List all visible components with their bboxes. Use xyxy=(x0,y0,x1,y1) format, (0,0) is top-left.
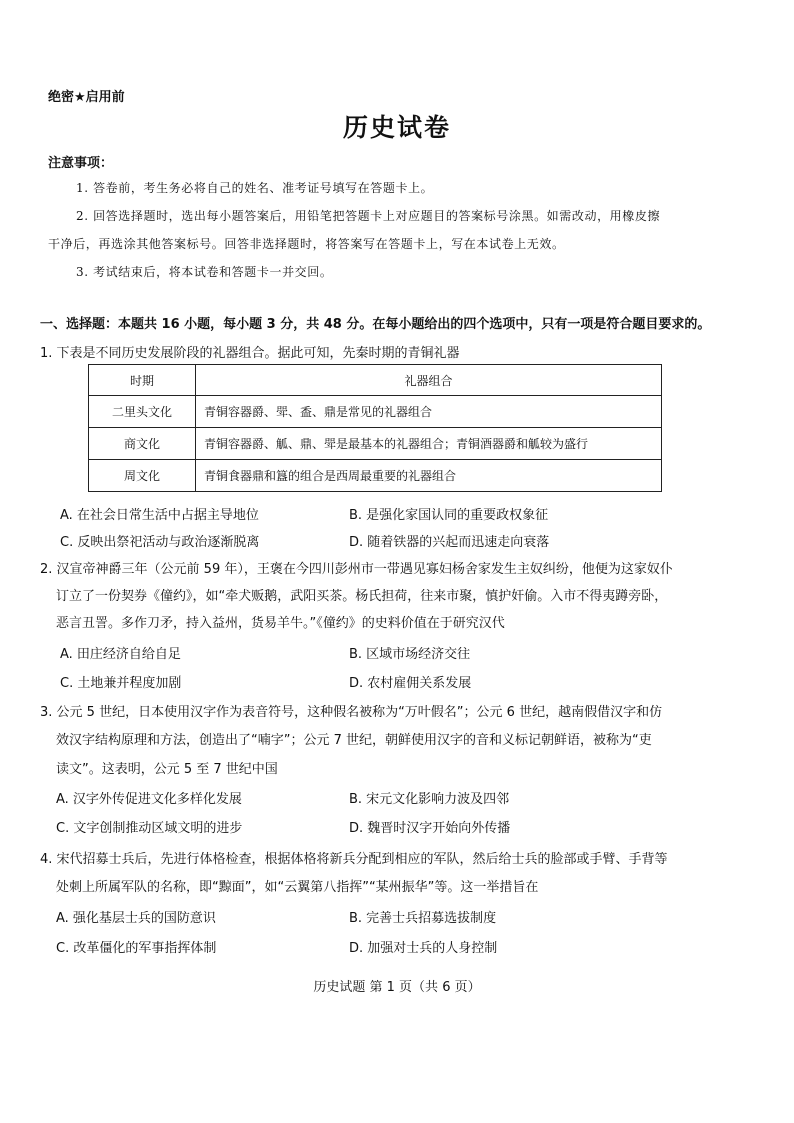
notice-heading: 注意事项： xyxy=(48,156,114,171)
question-4-option-b[interactable]: B. 完善士兵招募选拔制度 xyxy=(349,911,497,926)
notice-item: 2. 回答选择题时，选出每小题答案后，用铅笔把答题卡上对应题目的答案标号涂黑。如需改动，用橡皮擦 xyxy=(76,209,661,223)
question-2-option-a[interactable]: A. 田庄经济自给自足 xyxy=(60,647,181,662)
question-2-stem-line: 2. 汉宣帝神爵三年（公元前 59 年），王褒在今四川彭州市一带遇见寡妇杨舍家发生主奴纠纷，他便为这家奴仆 xyxy=(40,562,673,577)
notice-item: 干净后，再选涂其他答案标号。回答非选择题时，将答案写在答题卡上，写在本试卷上无效。 xyxy=(48,237,565,251)
question-3-stem-line: 效汉字结构原理和方法，创造出了“喃字”；公元 7 世纪，朝鲜使用汉字的音和义标记朝鲜语，被称为“吏 xyxy=(56,733,652,748)
table-header-row xyxy=(89,365,662,396)
question-4-stem-line: 4. 宋代招募士兵后，先进行体格检查，根据体格将新兵分配到相应的军队，然后给士兵的脸部或手臂、手背等 xyxy=(40,852,668,867)
question-3-stem-line: 读文”。这表明，公元 5 至 7 世纪中国 xyxy=(56,762,278,777)
table-cell-combination: 青铜食器鼎和簋的组合是西周最重要的礼器组合 xyxy=(196,460,662,492)
question-2-option-c[interactable]: C. 土地兼并程度加剧 xyxy=(60,676,182,691)
question-1-option-b[interactable]: B. 是强化家国认同的重要政权象征 xyxy=(349,508,549,523)
question-1-stem: 1. 下表是不同历史发展阶段的礼器组合。据此可知，先秦时期的青铜礼器 xyxy=(40,346,460,361)
notice-item: 1. 答卷前，考生务必将自己的姓名、准考证号填写在答题卡上。 xyxy=(76,181,434,195)
question-2-option-b[interactable]: B. 区域市场经济交往 xyxy=(349,647,471,662)
table-row xyxy=(89,460,662,492)
table-header-combination: 礼器组合 xyxy=(196,365,662,396)
table-cell-period: 二里头文化 xyxy=(89,396,196,428)
question-1-option-d[interactable]: D. 随着铁器的兴起而迅速走向衰落 xyxy=(349,535,550,550)
table-header-period: 时期 xyxy=(89,365,196,396)
table-cell-combination: 青铜容器爵、斝、盉、鼎是常见的礼器组合 xyxy=(196,396,662,428)
table-row xyxy=(89,428,662,460)
question-4-option-c[interactable]: C. 改革僵化的军事指挥体制 xyxy=(56,941,217,956)
table-row xyxy=(89,396,662,428)
question-3-option-d[interactable]: D. 魏晋时汉字开始向外传播 xyxy=(349,821,511,836)
question-1-option-c[interactable]: C. 反映出祭祀活动与政治逐渐脱离 xyxy=(60,535,260,550)
question-1-option-a[interactable]: A. 在社会日常生活中占据主导地位 xyxy=(60,508,259,523)
question-3-option-a[interactable]: A. 汉字外传促进文化多样化发展 xyxy=(56,792,242,807)
question-3-stem-line: 3. 公元 5 世纪，日本使用汉字作为表音符号，这种假名被称为“万叶假名”；公元 6 世纪，越南假借汉字和仿 xyxy=(40,705,663,720)
section-heading: 一、选择题：本题共 16 小题，每小题 3 分，共 48 分。在每小题给出的四个选项中，只有一项是符合题目要求的。 xyxy=(40,317,711,332)
question-2-option-d[interactable]: D. 农村雇佣关系发展 xyxy=(349,676,472,691)
table-cell-combination: 青铜容器爵、觚、鼎、斝是最基本的礼器组合；青铜酒器爵和觚较为盛行 xyxy=(196,428,662,460)
confidential-label: 绝密★启用前 xyxy=(48,90,125,105)
page-title: 历史试卷 xyxy=(342,113,451,142)
question-4-stem-line: 处刺上所属军队的名称，即“黥面”，如“云翼第八指挥”“某州振华”等。这一举措旨在 xyxy=(56,880,539,895)
page-footer: 历史试题 第 1 页（共 6 页） xyxy=(313,980,481,995)
ritual-vessel-table xyxy=(88,364,662,492)
question-2-stem-line: 订立了一份契券《僮约》，如“牵犬贩鹅，武阳买茶。杨氏担荷，往来市聚，慎护奸偷。入市不得夷蹲旁卧， xyxy=(56,589,668,604)
question-4-option-d[interactable]: D. 加强对士兵的人身控制 xyxy=(349,941,498,956)
table-cell-period: 商文化 xyxy=(89,428,196,460)
question-3-option-b[interactable]: B. 宋元文化影响力波及四邻 xyxy=(349,792,510,807)
question-4-option-a[interactable]: A. 强化基层士兵的国防意识 xyxy=(56,911,216,926)
question-3-option-c[interactable]: C. 文字创制推动区域文明的进步 xyxy=(56,821,243,836)
table-cell-period: 周文化 xyxy=(89,460,196,492)
question-2-stem-line: 恶言丑詈。多作刀矛，持入益州，货易羊牛。”《僮约》的史料价值在于研究汉代 xyxy=(56,616,505,631)
notice-item: 3. 考试结束后，将本试卷和答题卡一并交回。 xyxy=(76,265,333,279)
